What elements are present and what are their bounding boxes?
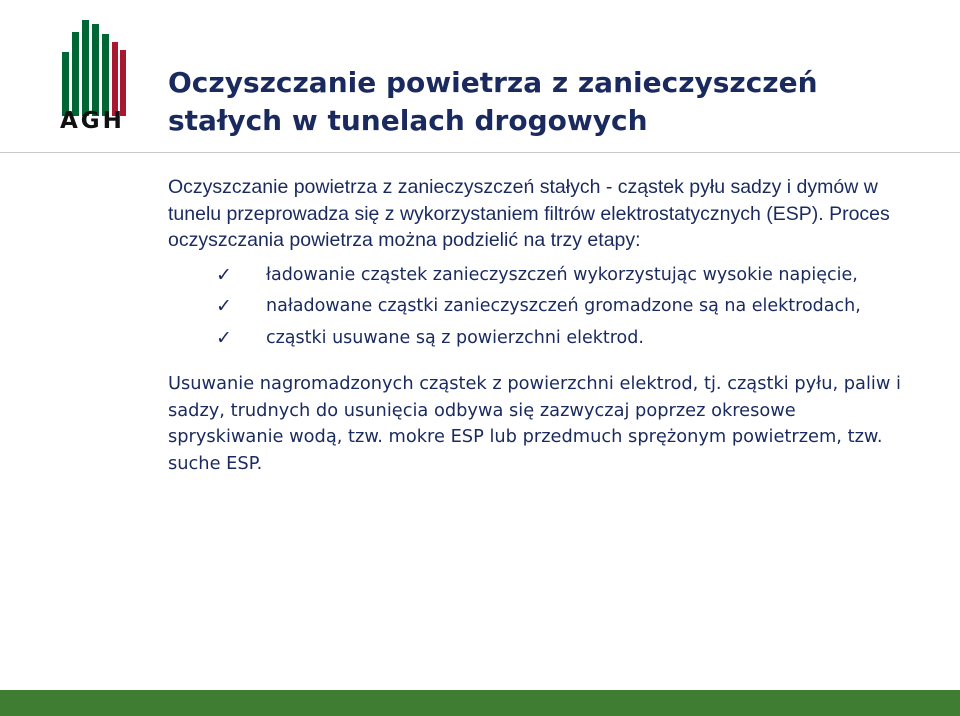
closing-paragraph: Usuwanie nagromadzonych cząstek z powierzchni elektrod, tj. cząstki pyłu, paliw i sadzy, trudnych do usunięcia odbywa się zazwyczaj poprzez okresowe spryskiwanie wodą, tzw. mokre ESP lub przedmuch sprężonym powietrzem, tzw. suche ESP. xyxy=(168,373,901,474)
logo-bar xyxy=(112,42,118,116)
check-mark-icon: ✓ xyxy=(216,295,232,317)
logo-bar xyxy=(62,52,69,116)
logo-bar xyxy=(82,20,89,116)
page-title xyxy=(168,64,928,140)
check-mark-icon: ✓ xyxy=(216,326,232,349)
list-item-text: naładowane cząstki zanieczyszczeń gromadzone są na elektrodach, xyxy=(266,296,861,316)
check-mark-icon: ✓ xyxy=(216,263,232,286)
logo-bar xyxy=(72,32,79,116)
header-divider xyxy=(0,152,960,153)
list-item xyxy=(168,293,908,320)
slide-content xyxy=(168,174,908,477)
title-line-2: stałych w tunelach drogowych xyxy=(168,104,648,137)
logo-bar xyxy=(102,34,109,116)
intro-paragraph: Oczyszczanie powietrza z zanieczyszczeń stałych - cząstek pyłu sadzy i dymów w tunelu przeprowadza się z wykorzystaniem filtrów elektrostatycznych (ESP). Proces oczyszczania powietrza można podzielić na trzy etapy: xyxy=(168,176,890,251)
footer-bar xyxy=(0,690,960,716)
list-item-text: ładowanie cząstek zanieczyszczeń wykorzystując wysokie napięcie, xyxy=(266,264,858,285)
logo-bar xyxy=(120,50,126,116)
stage-list xyxy=(168,262,908,352)
title-line-1: Oczyszczanie powietrza z zanieczyszczeń xyxy=(168,66,818,99)
logo-bar xyxy=(92,24,99,116)
list-item-text: cząstki usuwane są z powierzchni elektrod. xyxy=(266,327,644,348)
logo-text: AGH xyxy=(60,108,125,134)
list-item xyxy=(168,325,908,352)
list-item xyxy=(168,262,908,289)
